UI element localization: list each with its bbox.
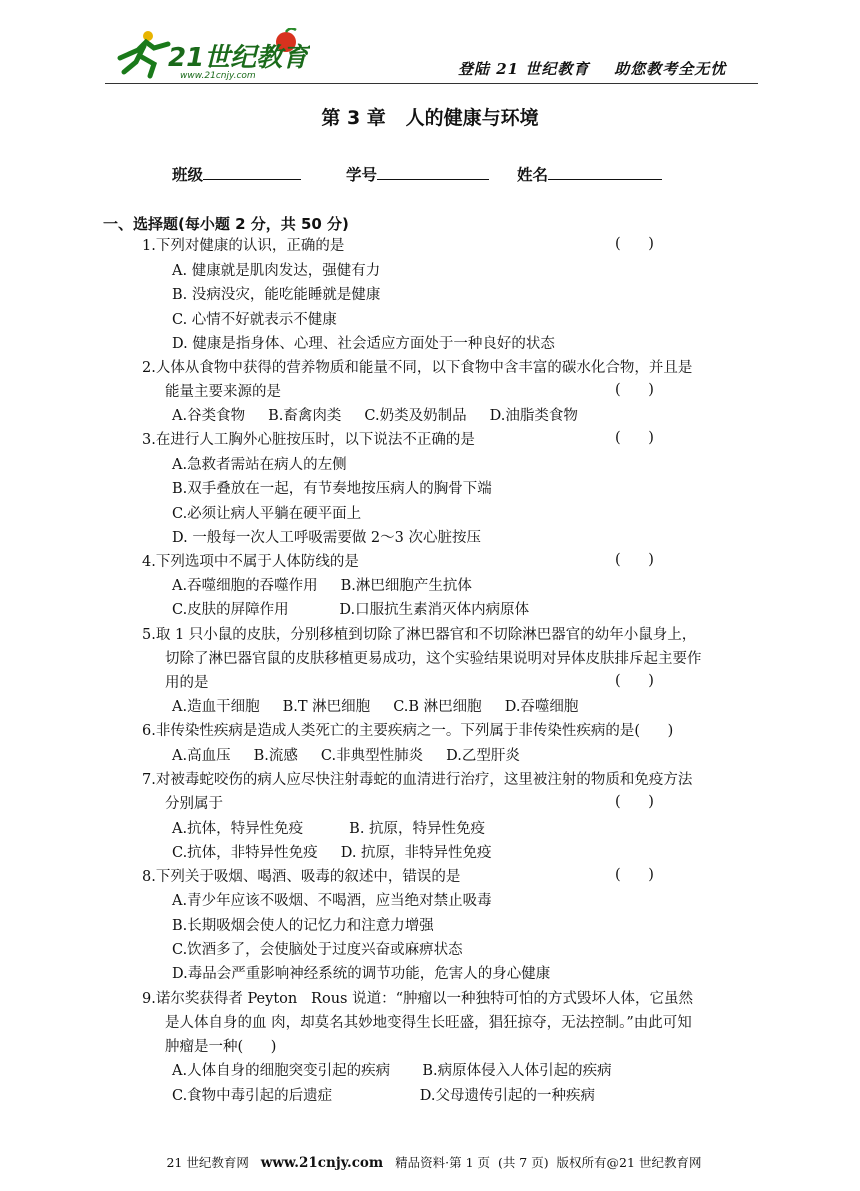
options-5: A.造血干细胞 B.T 淋巴细胞 C.B 淋巴细胞 D.吞噬细胞 (172, 699, 579, 715)
answer-bracket-1[interactable]: ( ) (615, 236, 654, 252)
options-4ab: A.吞噬细胞的吞噬作用 B.淋巴细胞产生抗体 (172, 578, 472, 594)
question-5: 5.取 1 只小鼠的皮肤，分别移植到切除了淋巴器官和不切除淋巴器官的幼年小鼠身上， (142, 627, 697, 643)
question-2-cont: 能量主要来源的是 (165, 384, 281, 400)
header-slogan: 登陆 21 世纪教育 助您教考全无忧 (458, 60, 727, 78)
site-logo (110, 28, 310, 80)
option-1c: C. 心情不好就表示不健康 (172, 312, 337, 328)
question-5-cont: 切除了淋巴器官鼠的皮肤移植更易成功，这个实验结果说明对异体皮肤排斥起主要作 (165, 651, 702, 667)
answer-bracket-2[interactable]: ( ) (615, 382, 654, 398)
name-blank[interactable] (548, 163, 662, 180)
answer-bracket-8[interactable]: ( ) (615, 867, 654, 883)
footer-left: 21 世纪教育网 (166, 1155, 261, 1170)
option-3d: D. 一般每一次人工呼吸需要做 2～3 次心脏按压 (172, 530, 481, 546)
logo-text: 21世纪教育 (168, 43, 309, 73)
question-1: 1.下列对健康的认识，正确的是 (142, 238, 345, 254)
question-9-cont2: 肿瘤是一种( ) (165, 1039, 277, 1055)
class-field (172, 163, 301, 185)
footer-url[interactable]: www.21cnjy.com (260, 1155, 384, 1171)
option-1a: A. 健康就是肌肉发达，强健有力 (172, 263, 381, 279)
footer-right: 精品资料·第 1 页 (共 7 页) 版权所有@21 世纪教育网 (383, 1155, 702, 1170)
options-7cd: C.抗体，非特异性免疫 D. 抗原，非特异性免疫 (172, 845, 492, 861)
options-4cd: C.皮肤的屏障作用 D.口服抗生素消灭体内病原体 (172, 602, 530, 618)
options-2: A.谷类食物 B.畜禽肉类 C.奶类及奶制品 D.油脂类食物 (172, 408, 578, 424)
question-6: 6.非传染性疾病是造成人类死亡的主要疾病之一。下列属于非传染性疾病的是( ) (142, 723, 674, 739)
class-label: 班级 (172, 166, 204, 184)
header-divider (105, 83, 758, 84)
option-3b: B.双手叠放在一起，有节奏地按压病人的胸骨下端 (172, 481, 492, 497)
option-8b: B.长期吸烟会使人的记忆力和注意力增强 (172, 918, 434, 934)
question-4: 4.下列选项中不属于人体防线的是 (142, 554, 359, 570)
options-6: A.高血压 B.流感 C.非典型性肺炎 D.乙型肝炎 (172, 748, 520, 764)
option-8a: A.青少年应该不吸烟、不喝酒，应当绝对禁止吸毒 (172, 893, 492, 909)
question-3: 3.在进行人工胸外心脏按压时，以下说法不正确的是 (142, 432, 475, 448)
question-9-cont: 是人体自身的血 肉，却莫名其妙地变得生长旺盛，猖狂掠夺，无法控制。”由此可知 (165, 1015, 692, 1031)
option-1d: D. 健康是指身体、心理、社会适应方面处于一种良好的状态 (172, 336, 555, 352)
answer-bracket-4[interactable]: ( ) (615, 552, 654, 568)
option-3a: A.急救者需站在病人的左侧 (172, 457, 347, 473)
options-7ab: A.抗体，特异性免疫 B. 抗原，特异性免疫 (172, 821, 486, 837)
number-label: 学号 (346, 166, 378, 184)
name-label: 姓名 (517, 166, 549, 184)
question-8: 8.下列关于吸烟、喝酒、吸毒的叙述中，错误的是 (142, 869, 461, 885)
option-8c: C.饮酒多了，会使脑处于过度兴奋或麻痹状态 (172, 942, 463, 958)
name-field (517, 163, 662, 185)
option-3c: C.必须让病人平躺在硬平面上 (172, 506, 362, 522)
question-7-cont: 分别属于 (165, 796, 223, 812)
section-heading: 一、选择题(每小题 2 分，共 50 分) (103, 215, 349, 233)
option-8d: D.毒品会严重影响神经系统的调节功能，危害人的身心健康 (172, 966, 551, 982)
answer-bracket-3[interactable]: ( ) (615, 430, 654, 446)
question-9: 9.诺尔奖获得者 Peyton Rous 说道：“肿瘤以一种独特可怕的方式毁坏人体，它虽然 (142, 991, 693, 1007)
number-field (346, 163, 489, 185)
question-5-cont2: 用的是 (165, 675, 209, 691)
option-1b: B. 没病没灾，能吃能睡就是健康 (172, 287, 381, 303)
logo-url: www.21cnjy.com (180, 71, 256, 80)
answer-bracket-5[interactable]: ( ) (615, 673, 654, 689)
runner-icon (120, 31, 168, 76)
question-7: 7.对被毒蛇咬伤的病人应尽快注射毒蛇的血清进行治疗，这里被注射的物质和免疫方法 (142, 772, 693, 788)
question-2: 2.人体从食物中获得的营养物质和能量不同，以下食物中含丰富的碳水化合物，并且是 (142, 360, 693, 376)
options-9ab: A.人体自身的细胞突变引起的疾病 B.病原体侵入人体引起的疾病 (172, 1063, 612, 1079)
page-footer (0, 1138, 860, 1171)
class-blank[interactable] (203, 163, 301, 180)
options-9cd: C.食物中毒引起的后遗症 D.父母遗传引起的一种疾病 (172, 1088, 595, 1104)
page-title: 第 3 章 人的健康与环境 (321, 107, 539, 129)
answer-bracket-7[interactable]: ( ) (615, 794, 654, 810)
number-blank[interactable] (377, 163, 489, 180)
